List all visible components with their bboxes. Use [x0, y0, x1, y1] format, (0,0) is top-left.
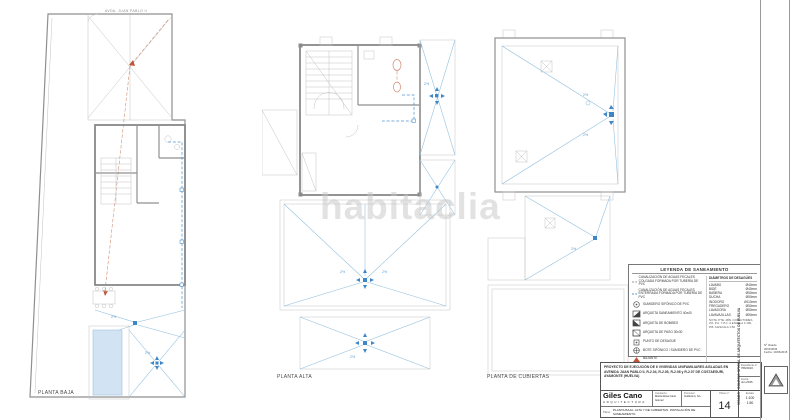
drain-icon	[435, 94, 438, 97]
firm-logo: Giles Cano ARQUITECTURA	[601, 391, 653, 406]
diameter-row: FREGADERO Ø50mm	[709, 304, 757, 309]
legend-item: BAJANTE	[632, 356, 703, 363]
slope-label: 2%	[382, 270, 388, 274]
planta-cubiertas-label: PLANTA DE CUBIERTAS	[487, 374, 550, 380]
sheet-edge-line	[789, 0, 790, 420]
diameter-row: LAVADORA Ø50mm	[709, 308, 757, 313]
drain-icon	[363, 278, 367, 282]
diameter-row: INODORO Ø110mm	[709, 299, 757, 304]
drain-icon	[593, 236, 597, 240]
skylight-icon	[541, 61, 552, 72]
diameter-row: DUCHA Ø50mm	[709, 295, 757, 300]
arqueta-40-icon	[632, 310, 641, 318]
sink-icon	[175, 145, 180, 150]
slope-label: 2%	[424, 82, 430, 86]
sumidero-icon	[632, 301, 641, 308]
drain-icon	[155, 361, 158, 364]
legend-item: PUNTO DE DESAGÜE	[632, 339, 703, 346]
toilet-icon	[393, 60, 401, 71]
slope-label: 2%	[340, 270, 346, 274]
diameter-row: LAVABO Ø40mm	[709, 282, 757, 287]
punto-desague-icon	[632, 339, 641, 346]
planta-baja-label: PLANTA BAJA	[38, 390, 74, 396]
bote-sifonico-icon	[632, 347, 641, 354]
stairs	[306, 51, 352, 115]
slope-label: 2%	[583, 93, 589, 97]
legend-note: NOTA: PTE. MÍN. COLECTORES 2%. P.A. Y P.C. A ESCALA 1:100, P.B. A ESCALA 1:50	[709, 318, 753, 329]
diameter-row: BAÑERA Ø50mm	[709, 291, 757, 296]
legend-item: ARQUETA DE BOMBEO	[632, 319, 703, 327]
drain-icon	[363, 341, 367, 345]
toilet-icon	[165, 136, 171, 142]
slope-label: 2%	[583, 133, 589, 137]
slope-label: 2%	[111, 315, 117, 319]
visa-stamp-text: VISADO · COLEGIO OFICIAL DE ARQUITECTOS DE HUELVA	[737, 307, 741, 405]
arqueta-icon	[180, 283, 183, 286]
slope-label: 2%	[350, 355, 356, 359]
bote-sifonico-icon	[412, 119, 415, 122]
legend-item: SUMIDERO SIFÓNICO DE PVC	[632, 301, 703, 308]
legend-item: ARQUETA SANEAMIENTO 40x40	[632, 310, 703, 318]
diameter-row: LAVAVAJILLAS Ø50mm	[709, 312, 757, 317]
expediente-cell: Expediente nº: 766/2013	[739, 363, 761, 377]
college-stamp-logo	[764, 366, 788, 394]
watermark: habitaclia	[320, 186, 501, 227]
legend-item: BOTE SIFÓNICO / SUMIDERO DE PVC	[632, 347, 703, 354]
stairs	[101, 158, 131, 204]
legend-box	[628, 264, 761, 361]
margin-line	[760, 0, 761, 420]
arqueta-paso-icon	[632, 329, 641, 337]
planta-baja-drawing	[27, 8, 197, 402]
diameters-title: DIÁMETROS DE DESAGÜES	[709, 276, 757, 282]
arqueta-icon	[180, 240, 183, 243]
legend-item: ARQUETA DE PASO 30x30	[632, 329, 703, 337]
pipe-colgada-icon	[632, 279, 637, 285]
street-label: AVDA. JUAN PABLO II	[105, 9, 148, 13]
project-title: PROYECTO DE EJECUCIÓN DE 6 VIVIENDAS UNIFAMILIARES AISLADAS EN AVENIDA JUAN PABLO II, R-2.04, R-2.05, R-2.06 y R-2.07 DE COSTAESURI, AYAMONTE (HUELVA)	[601, 363, 739, 390]
arquitecto-cell: Arquitecto: María Rosa Cano Gómez	[653, 391, 682, 406]
triangle-logo-icon	[768, 372, 784, 388]
legend-item: CANALIZACIÓN DE AGUAS FECALES ENTERRADA FORMADA POR TUBERÍA DE PVC	[632, 289, 703, 300]
sheet-number: 14	[718, 399, 731, 412]
sink-icon	[364, 51, 374, 59]
visa-stamp-refs: Nº Visado: 2015/0633 Fecha: 10/06/2015	[764, 343, 788, 355]
pipe-enterrada-icon	[632, 291, 637, 297]
promotor-cell: Promotor: Guillermo, S.L.	[684, 392, 702, 399]
slope-label: 2%	[145, 351, 151, 355]
pool	[93, 330, 122, 395]
scale-cell: Escala: 1:100 1:50	[745, 392, 755, 405]
drain-icon	[133, 321, 137, 325]
slope-label: 2%	[571, 247, 577, 251]
legend-title: LEYENDA DE SANEAMIENTO	[632, 267, 757, 274]
fecha-cell: Fecha: Jun 2015	[741, 378, 753, 385]
skylight-icon	[516, 151, 527, 162]
drain-icon	[609, 112, 614, 117]
legend-item: CANALIZACIÓN DE AGUAS FECALES COLGADA FORMADA POR TUBERÍA DE PVC	[632, 276, 703, 287]
sheet-number-cell: Plano nº: 14	[711, 391, 739, 417]
diameter-row: BIDÉ Ø40mm	[709, 286, 757, 291]
arqueta-icon	[180, 188, 183, 191]
bidet-icon	[394, 82, 401, 92]
plano-title-cell: Plano: PLANTA BAJA, ALTA Y DE CUBIERTAS. INSTALACIÓN DE SANEAMIENTO	[603, 408, 696, 416]
planta-alta-label: PLANTA ALTA	[277, 374, 312, 380]
arqueta-bombeo-icon	[632, 319, 641, 327]
skylight-icon	[545, 218, 555, 228]
